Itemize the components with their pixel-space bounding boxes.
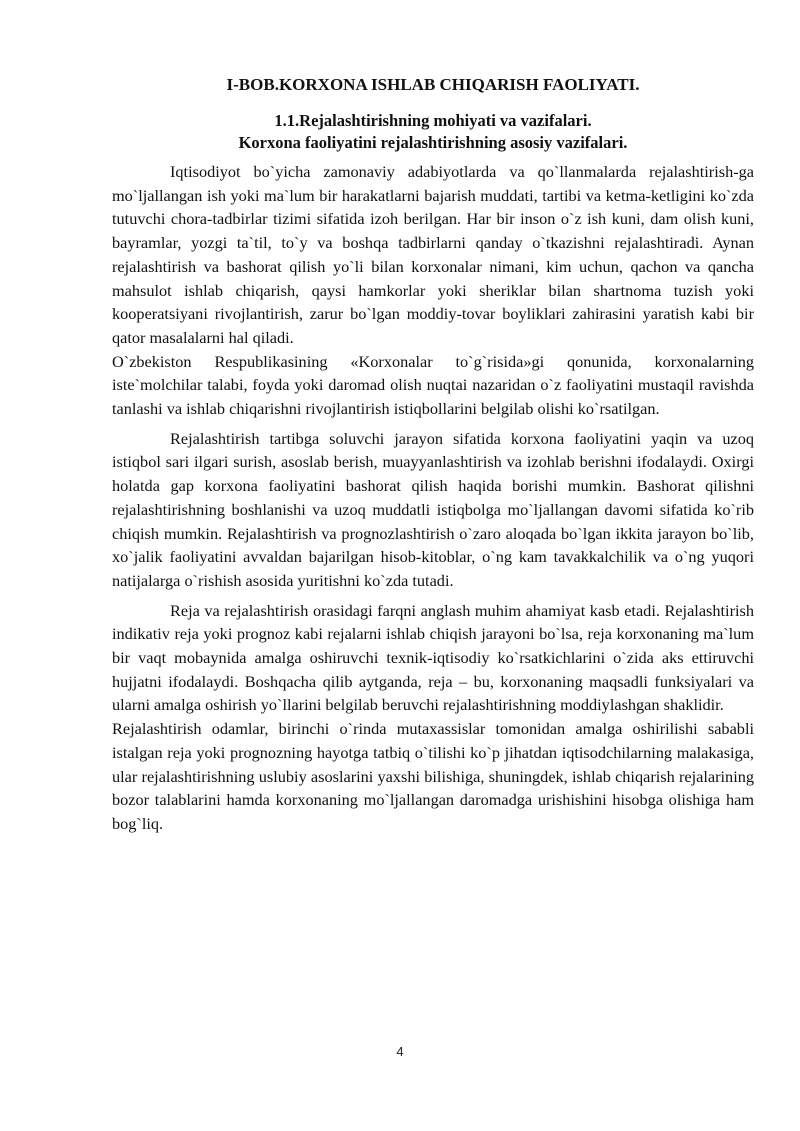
- page-number: 4: [396, 1044, 404, 1059]
- paragraph-1: Iqtisodiyot bo`yicha zamonaviy adabiyotlarda va qo`llanmalarda rejalashtirish-ga mo`ljallangan ish yoki ma`lum bir harakatlarni bajarish muddati, tartibi va ketma-ketligini ko`zda tutuvchi chora-tadbirlar tizimi sifatida izoh berilgan. Har bir inson o`z ish kuni, dam olish kuni, bayramlar, yozgi ta`til, to`y va boshqa tadbirlarni qanday o`tkazishni rejalashtiradi. Aynan rejalashtirish va bashorat qilish yo`li bilan korxonalar nimani, kim uchun, qachon va qancha mahsulot ishlab chiqarish, qaysi hamkorlar yoki sheriklar bilan shartnoma tuzish yoki kooperatsiyani rivojlantirish, zarur bo`lgan moddiy-tovar boyliklari zahirasini yaratish kabi bir qator masalalarni hal qiladi.: [112, 162, 754, 347]
- chapter-title: I-BOB.KORXONA ISHLAB CHIQARISH FAOLIYATI.: [226, 75, 640, 94]
- paragraph-5: Rejalashtirish odamlar, birinchi o`rinda mutaxassislar tomonidan amalga oshirilishi sababli istalgan reja yoki prognozning hayotga tatbiq o`tilishi ko`p jihatdan iqtisodchilarning malakasiga, ular rejalashtirishning uslubiy asoslarini yaxshi bilishiga, shuningdek, ishlab chiqarish rejalarining bozor talablarini hamda korxonaning mo`ljallangan daromadga urishishini hisobga olishiga ham bog`liq.: [112, 719, 754, 833]
- section-title: 1.1.Rejalashtirishning mohiyati va vazifalari.: [274, 111, 592, 130]
- document-page: [112, 70, 754, 836]
- paragraph-2: O`zbekiston Respublikasining «Korxonalar to`g`risida»gi qonunida, korxonalarning iste`molchilar talabi, foyda yoki daromad olish nuqtai nazaridan o`z faoliyatini mustaqil ravishda tanlashi va ishlab chiqarishni rivojlantirish istiqbollarini belgilab olishi ko`rsatilgan.: [112, 351, 754, 419]
- paragraph-4: Reja va rejalashtirish orasidagi farqni anglash muhim ahamiyat kasb etadi. Rejalashtirish indikativ reja yoki prognoz kabi rejalarni ishlab chiqish jarayoni bo`lsa, reja korxonaning ma`lum bir vaqt mobaynida amalga oshiruvchi texnik-iqtisodiy ko`rsatkichlarini o`zida aks ettiruvchi hujjatni ifodalaydi. Boshqacha qilib aytganda, reja – bu, korxonaning maqsadli funksiyalari va ularni amalga oshirish yo`llarini belgilab beruvchi rejalashtirishning moddiylashgan shaklidir.: [112, 600, 754, 715]
- paragraph-3: Rejalashtirish tartibga soluvchi jarayon sifatida korxona faoliyatini yaqin va uzoq istiqbol sari ilgari surish, asoslab berish, muayyanlashtirish va izohlab berishni ifodalaydi. Oxirgi holatda gap korxona faoliyatini bashorat qilish haqida borishi mumkin. Bashorat qilishni rejalashtirishning boshlanishi va uzoq muddatli istiqbolga mo`ljallangan davomi sifatida ko`rib chiqish mumkin. Rejalashtirish va prognozlashtirish o`zaro aloqada bo`lgan ikkita jarayon bo`lib, xo`jalik faoliyatini avvaldan bajarilgan hisob-kitoblar, o`ng kam tavakkalchilik va o`ng yuqori natijalarga o`rishish asosida yuritishni ko`zda tutadi.: [112, 428, 754, 590]
- subsection-title: Korxona faoliyatini rejalashtirishning asosiy vazifalari.: [238, 133, 628, 152]
